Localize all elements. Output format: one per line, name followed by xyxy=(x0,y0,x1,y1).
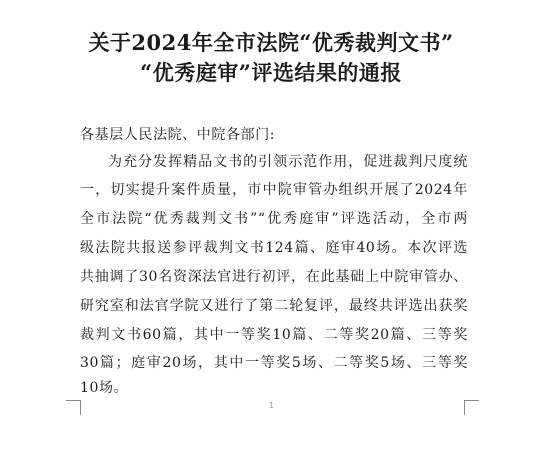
body-line: 共抽调了30名资深法官进行初评，在此基础上中院审管办、 xyxy=(80,269,468,285)
body-line: 10场。 xyxy=(80,380,129,396)
body-line: 全市法院“优秀裁判文书”“优秀庭审”评选活动，全市两 xyxy=(80,211,468,227)
body-line: 研究室和法官学院又进行了第二轮复评，最终共评选出获奖 xyxy=(80,298,468,314)
body-line: 级法院共报送参评裁判文书124篇、庭审40场。本次评选 xyxy=(80,240,468,256)
margin-corner-mark-right xyxy=(464,400,479,415)
page-marker: 1 xyxy=(269,401,275,410)
margin-corner-mark-left xyxy=(66,400,81,415)
body-line: 30篇；庭审20场，其中一等奖5场、二等奖5场、三等奖 xyxy=(80,355,468,371)
document-title-line-2: “优秀庭审”评选结果的通报 xyxy=(140,60,402,85)
body-line: 裁判文书60篇，其中一等奖10篇、二等奖20篇、三等奖 xyxy=(80,327,468,343)
salutation: 各基层人民法院、中院各部门: xyxy=(80,127,276,143)
body-line: 一，切实提升案件质量，市中院审管办组织开展了2024年 xyxy=(80,182,468,198)
body-line: 为充分发挥精品文书的引领示范作用，促进裁判尺度统 xyxy=(108,154,468,170)
document-title-line-1: 关于2024年全市法院“优秀裁判文书” xyxy=(88,30,454,55)
